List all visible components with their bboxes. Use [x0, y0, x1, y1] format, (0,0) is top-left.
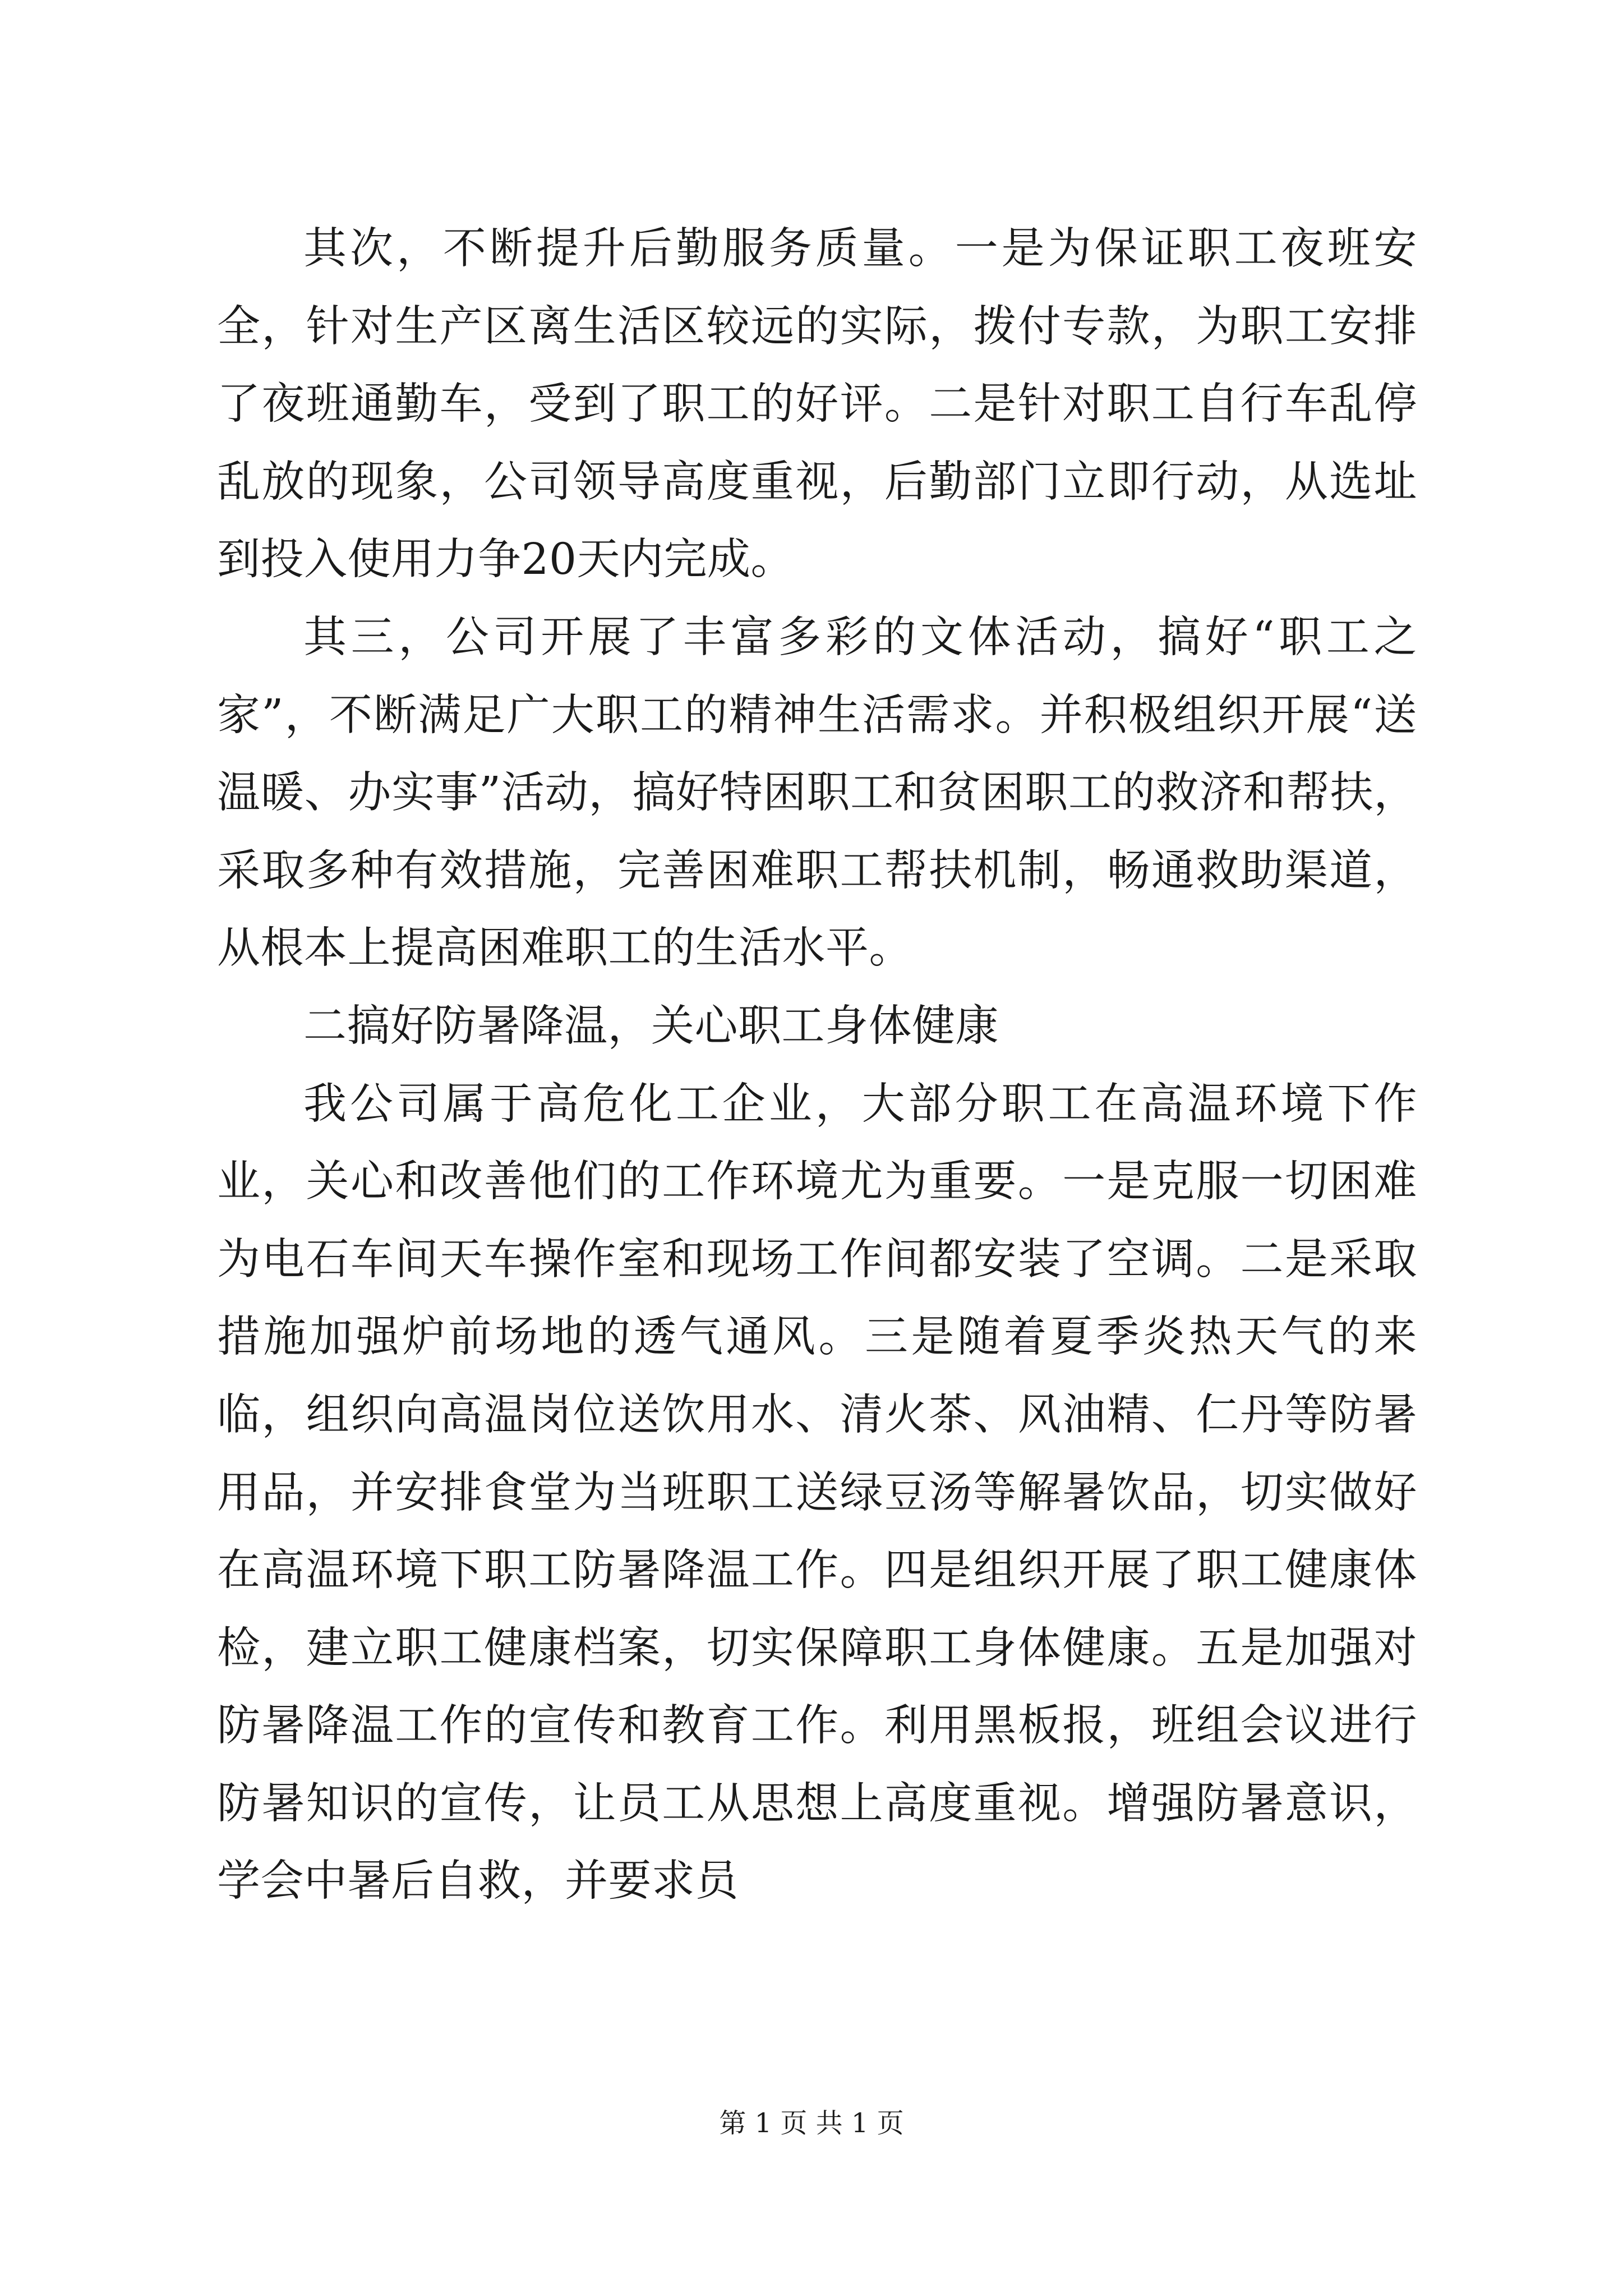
paragraph-cultural-activities: 其三，公司开展了丰富多彩的文体活动，搞好“职工之家”，不断满足广大职工的精神生活需求。并积极组织开展“送温暖、办实事”活动，搞好特困职工和贫困职工的救济和帮扶，采取多种有效措施，完善困难职工帮扶机制，畅通救助渠道，从根本上提高困难职工的生活水平。	[217, 612, 1417, 974]
paragraph-logistics-service: 其次，不断提升后勤服务质量。一是为保证职工夜班安全，针对生产区离生活区较远的实际，拨付专款，为职工安排了夜班通勤车，受到了职工的好评。二是针对职工自行车乱停乱放的现象，公司领导高度重视，后勤部门立即行动，从选址到投入使用力争20天内完成。	[217, 224, 1417, 585]
paragraph-heatstroke-measures: 我公司属于高危化工企业，大部分职工在高温环境下作业，关心和改善他们的工作环境尤为重要。一是克服一切困难为电石车间天车操作室和现场工作间都安装了空调。二是采取措施加强炉前场地的透气通风。三是随着夏季炎热天气的来临，组织向高温岗位送饮用水、清火茶、风油精、仁丹等防暑用品，并安排食堂为当班职工送绿豆汤等解暑饮品，切实做好在高温环境下职工防暑降温工作。四是组织开展了职工健康体检，建立职工健康档案，切实保障职工身体健康。五是加强对防暑降温工作的宣传和教育工作。利用黑板报，班组会议进行防暑知识的宣传，让员工从思想上高度重视。增强防暑意识，学会中暑后自救，并要求员	[217, 1079, 1417, 1907]
document-body	[217, 210, 1417, 1921]
page-footer: 第 1 页 共 1 页	[719, 2108, 904, 2139]
section-heading-heatstroke-prevention: 二搞好防暑降温，关心职工身体健康	[303, 1001, 999, 1051]
